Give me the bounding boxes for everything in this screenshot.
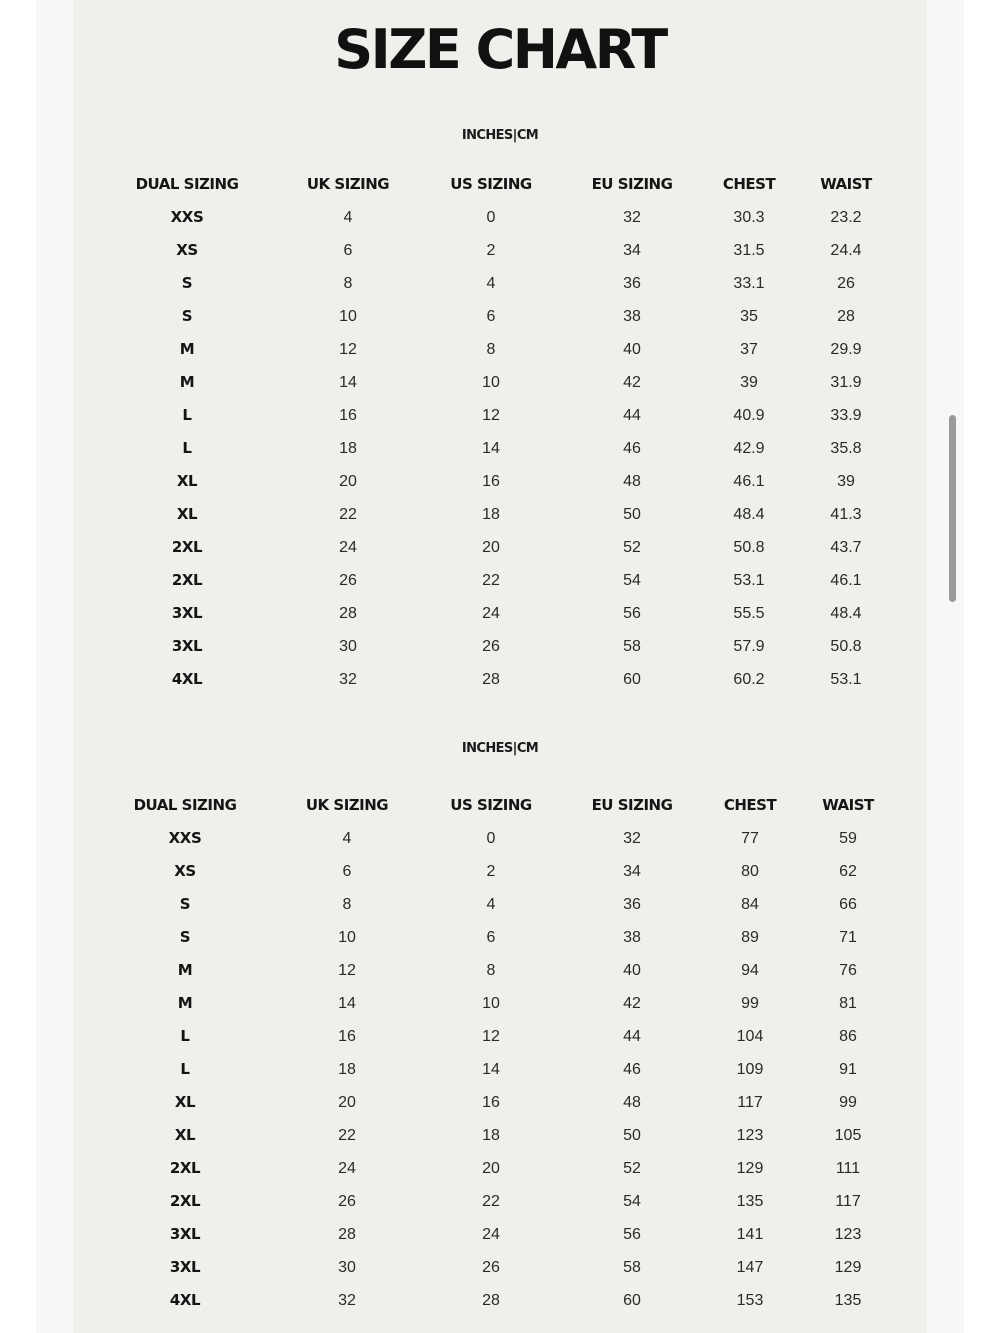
cell-uk-sizing: 30 [338,1259,356,1276]
cell-dual-sizing: L [180,1060,190,1078]
cell-chest: 109 [736,1061,764,1078]
cell-eu-sizing: 32 [623,830,641,847]
cell-uk-sizing: 16 [338,1028,356,1045]
table-row [0,498,1000,531]
cell-eu-sizing: 36 [623,896,641,913]
cell-us-sizing: 10 [482,374,500,391]
cell-waist: 24.4 [830,242,862,259]
cell-eu-sizing: 56 [623,1226,641,1243]
table-row [0,267,1000,300]
table-row [0,333,1000,366]
cell-uk-sizing: 18 [338,1061,356,1078]
cell-eu-sizing: 38 [623,929,641,946]
cell-chest: 117 [737,1094,763,1111]
cell-chest: 40.9 [733,407,765,424]
cell-chest: 94 [741,962,759,979]
cell-eu-sizing: 48 [623,1094,641,1111]
cell-uk-sizing: 22 [339,506,357,523]
cell-dual-sizing: 3XL [171,637,203,655]
cell-dual-sizing: XXS [168,829,202,847]
cell-waist: 23.2 [830,209,862,226]
cell-eu-sizing: 52 [623,1160,641,1177]
table-row [0,1152,1000,1185]
cell-uk-sizing: 14 [339,374,357,391]
cell-chest: 48.4 [733,506,765,523]
table-row [0,630,1000,663]
cell-us-sizing: 18 [482,506,500,523]
cell-eu-sizing: 40 [623,962,641,979]
cell-chest: 129 [736,1160,764,1177]
cell-eu-sizing: 46 [623,1061,641,1078]
cell-dual-sizing: L [182,439,192,457]
column-header-dual-sizing: DUAL SIZING [135,175,239,193]
cell-dual-sizing: L [182,406,192,424]
cell-dual-sizing: L [180,1027,190,1045]
table-row [0,201,1000,234]
cell-waist: 35.8 [830,440,862,457]
cell-waist: 48.4 [830,605,862,622]
cell-eu-sizing: 42 [623,374,641,391]
cell-us-sizing: 14 [482,440,500,457]
cell-uk-sizing: 24 [339,539,357,556]
cell-dual-sizing: M [177,961,193,979]
cell-dual-sizing: 4XL [169,1291,201,1309]
table-row [0,1086,1000,1119]
cell-uk-sizing: 12 [339,341,357,358]
table-row [0,300,1000,333]
cell-dual-sizing: 4XL [171,670,203,688]
cell-uk-sizing: 4 [343,209,353,226]
cell-us-sizing: 24 [482,605,500,622]
cell-us-sizing: 6 [486,308,496,325]
table-row [0,1119,1000,1152]
cell-chest: 39 [740,374,758,391]
cell-uk-sizing: 28 [339,605,357,622]
table-header-row [0,789,1000,822]
cell-us-sizing: 10 [482,995,500,1012]
cell-dual-sizing: S [181,274,193,292]
cell-dual-sizing: XXS [170,208,204,226]
cell-us-sizing: 26 [482,638,500,655]
cell-chest: 50.8 [733,539,765,556]
cell-eu-sizing: 48 [623,473,641,490]
cell-chest: 37 [740,341,758,358]
cell-waist: 71 [839,929,857,946]
cell-waist: 53.1 [830,671,862,688]
cell-us-sizing: 16 [482,473,500,490]
cell-waist: 76 [839,962,857,979]
cell-us-sizing: 20 [482,539,500,556]
cell-eu-sizing: 34 [623,863,641,880]
cell-uk-sizing: 20 [338,1094,356,1111]
column-header-us-sizing: US SIZING [450,175,532,193]
cell-us-sizing: 8 [486,962,496,979]
cell-us-sizing: 2 [486,863,496,880]
page-title: SIZE CHART [334,18,666,81]
cell-uk-sizing: 24 [338,1160,356,1177]
table-row [0,855,1000,888]
cell-uk-sizing: 16 [339,407,357,424]
cell-waist: 66 [839,896,857,913]
cell-chest: 42.9 [733,440,765,457]
cell-waist: 123 [834,1226,862,1243]
cell-uk-sizing: 6 [342,863,352,880]
column-header-dual-sizing: DUAL SIZING [133,796,237,814]
table-row [0,822,1000,855]
cell-waist: 62 [839,863,857,880]
cell-waist: 28 [837,308,855,325]
column-header-us-sizing: US SIZING [450,796,532,814]
cell-dual-sizing: S [179,895,191,913]
cell-chest: 147 [736,1259,764,1276]
cell-waist: 50.8 [830,638,862,655]
unit-label: INCHES|CM [461,128,539,143]
cell-us-sizing: 4 [486,275,496,292]
cell-chest: 53.1 [733,572,765,589]
cell-waist: 31.9 [830,374,862,391]
cell-waist: 41.3 [830,506,862,523]
cell-waist: 105 [834,1127,862,1144]
cell-dual-sizing: XL [176,505,198,523]
cell-chest: 77 [741,830,759,847]
cell-eu-sizing: 50 [623,1127,641,1144]
cell-waist: 86 [839,1028,857,1045]
cell-chest: 104 [736,1028,764,1045]
table-row [0,987,1000,1020]
cell-waist: 111 [835,1160,861,1177]
cell-dual-sizing: M [179,373,195,391]
cell-us-sizing: 6 [486,929,496,946]
cell-chest: 60.2 [733,671,765,688]
cell-us-sizing: 8 [486,341,496,358]
cell-uk-sizing: 18 [339,440,357,457]
cell-uk-sizing: 26 [339,572,357,589]
cell-uk-sizing: 32 [338,1292,356,1309]
cell-chest: 46.1 [733,473,765,490]
cell-uk-sizing: 14 [338,995,356,1012]
cell-dual-sizing: 3XL [169,1225,201,1243]
cell-uk-sizing: 4 [342,830,352,847]
cell-uk-sizing: 26 [338,1193,356,1210]
cell-chest: 35 [740,308,758,325]
cell-eu-sizing: 60 [623,1292,641,1309]
cell-chest: 141 [736,1226,764,1243]
cell-chest: 57.9 [733,638,765,655]
cell-uk-sizing: 22 [338,1127,356,1144]
unit-label: INCHES|CM [461,741,539,756]
cell-eu-sizing: 44 [623,407,641,424]
table-row [0,1185,1000,1218]
cell-us-sizing: 16 [482,1094,500,1111]
cell-uk-sizing: 6 [343,242,353,259]
cell-waist: 39 [837,473,855,490]
cell-us-sizing: 28 [482,1292,500,1309]
cell-uk-sizing: 8 [342,896,352,913]
table-row [0,921,1000,954]
cell-dual-sizing: M [177,994,193,1012]
cell-us-sizing: 22 [482,572,500,589]
cell-chest: 153 [736,1292,764,1309]
cell-eu-sizing: 54 [623,572,641,589]
cell-eu-sizing: 44 [623,1028,641,1045]
table-row [0,531,1000,564]
table-row [0,564,1000,597]
cell-dual-sizing: 3XL [171,604,203,622]
column-header-eu-sizing: EU SIZING [591,796,673,814]
cell-waist: 135 [834,1292,862,1309]
cell-uk-sizing: 12 [338,962,356,979]
cell-eu-sizing: 34 [623,242,641,259]
cell-uk-sizing: 32 [339,671,357,688]
cell-chest: 135 [736,1193,764,1210]
table-row [0,1251,1000,1284]
cell-uk-sizing: 8 [343,275,353,292]
cell-us-sizing: 18 [482,1127,500,1144]
cell-uk-sizing: 20 [339,473,357,490]
cell-waist: 99 [839,1094,857,1111]
cell-chest: 89 [741,929,759,946]
cell-dual-sizing: 2XL [169,1159,201,1177]
cell-uk-sizing: 28 [338,1226,356,1243]
cell-dual-sizing: M [179,340,195,358]
cell-waist: 33.9 [830,407,862,424]
table-row [0,1053,1000,1086]
table-row [0,432,1000,465]
cell-eu-sizing: 56 [623,605,641,622]
column-header-waist: WAIST [820,175,872,193]
cell-chest: 30.3 [733,209,765,226]
cell-dual-sizing: XS [176,241,198,259]
cell-eu-sizing: 60 [623,671,641,688]
cell-chest: 80 [741,863,759,880]
column-header-uk-sizing: UK SIZING [305,796,389,814]
cell-uk-sizing: 30 [339,638,357,655]
cell-eu-sizing: 40 [623,341,641,358]
column-header-eu-sizing: EU SIZING [591,175,673,193]
cell-chest: 33.1 [733,275,765,292]
column-header-chest: CHEST [722,175,776,193]
cell-waist: 46.1 [830,572,862,589]
cell-us-sizing: 22 [482,1193,500,1210]
cell-us-sizing: 28 [482,671,500,688]
cell-waist: 117 [835,1193,861,1210]
table-row [0,597,1000,630]
table-header-row [0,168,1000,201]
scrollbar-thumb[interactable] [949,415,956,602]
cell-dual-sizing: 2XL [171,571,203,589]
cell-chest: 31.5 [733,242,765,259]
table-row [0,663,1000,696]
cell-waist: 29.9 [830,341,862,358]
column-header-waist: WAIST [822,796,874,814]
cell-us-sizing: 0 [486,830,496,847]
cell-chest: 84 [741,896,759,913]
cell-chest: 55.5 [733,605,765,622]
cell-eu-sizing: 38 [623,308,641,325]
cell-dual-sizing: 2XL [169,1192,201,1210]
cell-us-sizing: 0 [486,209,496,226]
cell-dual-sizing: S [181,307,193,325]
cell-eu-sizing: 52 [623,539,641,556]
cell-waist: 81 [839,995,857,1012]
cell-dual-sizing: XL [174,1093,196,1111]
cell-us-sizing: 20 [482,1160,500,1177]
cell-waist: 91 [839,1061,857,1078]
table-row [0,1284,1000,1317]
table-row [0,1218,1000,1251]
cell-eu-sizing: 36 [623,275,641,292]
cell-dual-sizing: 2XL [171,538,203,556]
table-row [0,888,1000,921]
cell-dual-sizing: XL [176,472,198,490]
cell-waist: 59 [839,830,857,847]
cell-us-sizing: 24 [482,1226,500,1243]
column-header-uk-sizing: UK SIZING [306,175,390,193]
table-row [0,1020,1000,1053]
cell-dual-sizing: XL [174,1126,196,1144]
cell-eu-sizing: 32 [623,209,641,226]
cell-us-sizing: 4 [486,896,496,913]
table-row [0,234,1000,267]
cell-us-sizing: 12 [482,1028,500,1045]
cell-waist: 43.7 [830,539,862,556]
cell-waist: 26 [837,275,855,292]
cell-us-sizing: 26 [482,1259,500,1276]
cell-chest: 123 [736,1127,764,1144]
cell-eu-sizing: 46 [623,440,641,457]
cell-us-sizing: 2 [486,242,496,259]
cell-us-sizing: 14 [482,1061,500,1078]
cell-uk-sizing: 10 [339,308,357,325]
cell-dual-sizing: XS [174,862,196,880]
cell-eu-sizing: 58 [623,1259,641,1276]
cell-waist: 129 [834,1259,862,1276]
cell-eu-sizing: 50 [623,506,641,523]
cell-eu-sizing: 54 [623,1193,641,1210]
table-row [0,399,1000,432]
cell-chest: 99 [741,995,759,1012]
table-row [0,954,1000,987]
cell-us-sizing: 12 [482,407,500,424]
cell-dual-sizing: S [179,928,191,946]
table-row [0,366,1000,399]
cell-eu-sizing: 42 [623,995,641,1012]
cell-uk-sizing: 10 [338,929,356,946]
cell-eu-sizing: 58 [623,638,641,655]
column-header-chest: CHEST [723,796,777,814]
table-row [0,465,1000,498]
cell-dual-sizing: 3XL [169,1258,201,1276]
